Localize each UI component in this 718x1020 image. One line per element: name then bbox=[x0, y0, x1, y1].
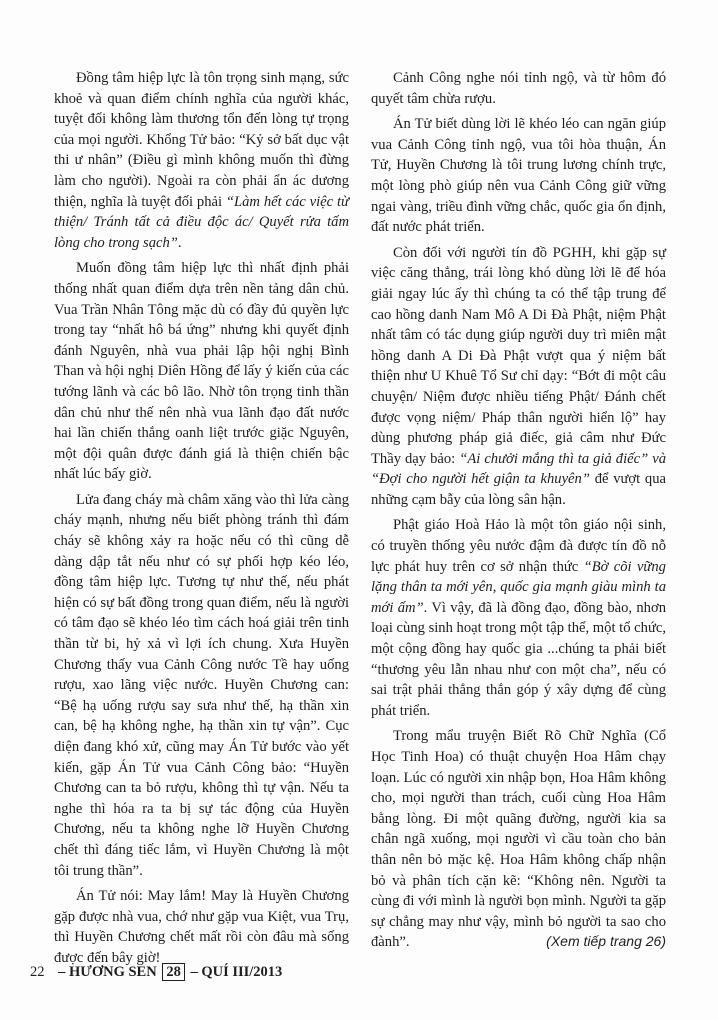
paragraph-tail: . bbox=[177, 234, 182, 251]
paragraph bbox=[371, 68, 666, 109]
paragraph-italic: “Bờ cõi vững lặng thân ta mới yên, quốc gia mạnh giàu mình ta mới ấm” bbox=[371, 558, 666, 616]
issue-period: – QUÍ III/2013 bbox=[190, 964, 283, 980]
paragraph-text: Cảnh Công nghe nói tỉnh ngộ, và từ hôm đó quyết tâm chừa rượu. bbox=[371, 70, 666, 107]
paragraph-text: Án Tử nói: May lắm! May là Huyền Chương gặp được nhà vua, chớ như gặp vua Kiệt, vua Trụ, thì Huyền Chương chết mất rồi còn đâu mà sống được đến bây giờ! bbox=[54, 888, 349, 966]
paragraph bbox=[371, 114, 666, 238]
right-column bbox=[371, 68, 666, 958]
magazine-name: – HƯƠNG SEN bbox=[58, 964, 157, 980]
paragraph bbox=[371, 726, 666, 953]
paragraph bbox=[54, 886, 349, 968]
paragraph-text: Còn đối với người tín đồ PGHH, khi gặp sự việc căng thẳng, trái lòng khó dùng lời lẽ để hóa giải ngay lúc ấy thì chúng ta có thể tập trung để cao hồng danh Nam Mô A Di Đà Phật, niệm Phật nhất tâm có tác dụng giúp người duy trì miên mật hồng danh A Di Đà Phật vượt qua ý niệm bất thiện như U Khuê Tổ Sư chỉ dạy: “Bớt đi một câu chuyện/ Niệm được nhiều tiếng Phật/ Đánh chết được vọng niệm/ Pháp thân người hiển lộ” hay dùng phương pháp giả điếc, giả câm như Đức Thầy dạy bảo: bbox=[371, 244, 666, 467]
paragraph-text: Trong mẩu truyện Biết Rõ Chữ Nghĩa (Cổ Học Tinh Hoa) có thuật chuyện Hoa Hâm chạy loạn. Lúc có người xin nhập bọn, Hoa Hâm không cho, mọi người than trách, cuối cùng Hoa Hâm bằng lòng. Đi một quãng đường, người kia sa chân ngã xuống, mọi người vì cầu toàn cho bản thân nên bỏ mặc kệ. Hoa Hâm không chấp nhận bỏ và phân tích cặn kẽ: “Không nên. Người ta cùng đi với mình là người bọn mình. Người ta gặp sự chẳng may như vậy, mình bỏ người ta sao cho đành”. bbox=[371, 728, 666, 951]
paragraph bbox=[371, 243, 666, 511]
paragraph-text: Đồng tâm hiệp lực là tôn trọng sinh mạng, sức khoẻ và quan điểm chính nghĩa của người khác, tuyệt đối không làm thương tổn đến lòng tự trọng của mọi người. Khổng Tử bảo: “Kỷ sở bất dục vật thi ư nhân” (Điều gì mình không muốn thì đừng làm cho người). Ngoài ra còn phải ẩn ác dương thiện, nghĩa là tuyệt đối phải bbox=[54, 70, 349, 210]
paragraph-tail: để vượt qua những cạm bẫy của lòng sân hận. bbox=[371, 471, 666, 508]
paragraph-text: Lửa đang cháy mà châm xăng vào thì lửa càng cháy mạnh, nhưng nếu biết phòng tránh thì đám cháy sẽ không xảy ra hoặc nếu có thì cũng dễ dàng dập tắt nếu như có sự phối hợp kéo léo, đồng tâm hiệp lực. Tương tự như thế, nếu phát hiện có sự bất đồng trong quan điểm, nếu là người có tâm đạo sẽ khéo léo tìm cách hoá giải trên tinh thần từ bi, hỷ xả vì lợi ích chung. Xưa Huyền Chương thấy vua Cảnh Công nước Tề hay uống rượu, xao lãng việc nước. Huyền Chương can: “Bệ hạ uống rượu say sưa như thế, hạ thần xin can, bệ hạ không nghe, hạ thần xin tự vận”. Cục diện đang khó xử, cũng may Án Tử bước vào yết kiến, gặp Án Tử vua Cảnh Công bảo: “Huyền Chương can ta bỏ rượu, không thì tự vận. Nếu ta nghe thì hóa ra ta bị sự tác động của Huyền Chương, nếu ta không nghe lỡ Huyền Chương chết thì đáng tiếc lắm, vì Huyền Chương là một tôi trung thần”. bbox=[54, 491, 349, 879]
paragraph-text: Án Tử biết dùng lời lẽ khéo léo can ngăn giúp vua Cảnh Công tỉnh ngộ, vua tôi hòa thuận, Án Tử, Huyền Chương là tôi trung lương chính trực, một lòng phò giúp nên vua Cảnh Công giữ vững ngai vàng, triều đình vững chắc, quốc gia ổn định, đất nước phát triển. bbox=[371, 116, 666, 236]
paragraph bbox=[371, 515, 666, 721]
page-number: 22 bbox=[30, 964, 45, 980]
paragraph bbox=[54, 490, 349, 881]
paragraph-text: Phật giáo Hoà Hảo là một tôn giáo nội sinh, có truyền thống yêu nước đậm đà được tín đồ nỗ lực phát huy trên cơ sở nhận thức bbox=[371, 517, 666, 575]
paragraph-tail: . Vì vậy, đã là đồng đạo, đồng bào, nhơn loại cùng sinh hoạt trong một tập thể, một tổ chức, một cộng đồng hay quốc gia ...chúng ta phải biết “thương yêu lẫn nhau như con một cha”, nếu có sai trật phải thẳng thắn góp ý xây dựng để cùng phát triển. bbox=[371, 599, 666, 719]
paragraph bbox=[54, 68, 349, 253]
paragraph-italic: “Làm hết các việc từ thiện/ Tránh tất cả điều độc ác/ Quyết rửa tấm lòng cho trong sạch” bbox=[54, 193, 349, 251]
continued-note: (Xem tiếp trang 26) bbox=[546, 933, 666, 949]
paragraph-italic: “Ai chưởi mắng thì ta giả điếc” và “Đợi cho người hết giận ta khuyên” bbox=[371, 450, 666, 488]
paragraph-text: Muốn đồng tâm hiệp lực thì nhất định phải thống nhất quan điểm dựa trên nền tảng dân chủ. Vua Trần Nhân Tông mặc dù có đầy đủ quyền lực trong tay “nhất hô bá ứng” nhưng khi quyết định đánh Nguyên, nhà vua phải lập hội nghị Bình Than và hội nghị Diên Hồng để lấy ý kiến của các tướng lãnh và các bô lão. Nhờ tôn trọng tinh thần dân chủ như thế nên nhà vua lãnh đạo đất nước hai lần chiến thắng oanh liệt trước giặc Nguyên, một đội quân được đánh giá là thiện chiến bậc nhất lúc bấy giờ. bbox=[54, 260, 349, 483]
page-footer bbox=[30, 963, 282, 981]
issue-number: 28 bbox=[162, 963, 185, 981]
left-column bbox=[54, 68, 349, 974]
paragraph bbox=[54, 258, 349, 485]
